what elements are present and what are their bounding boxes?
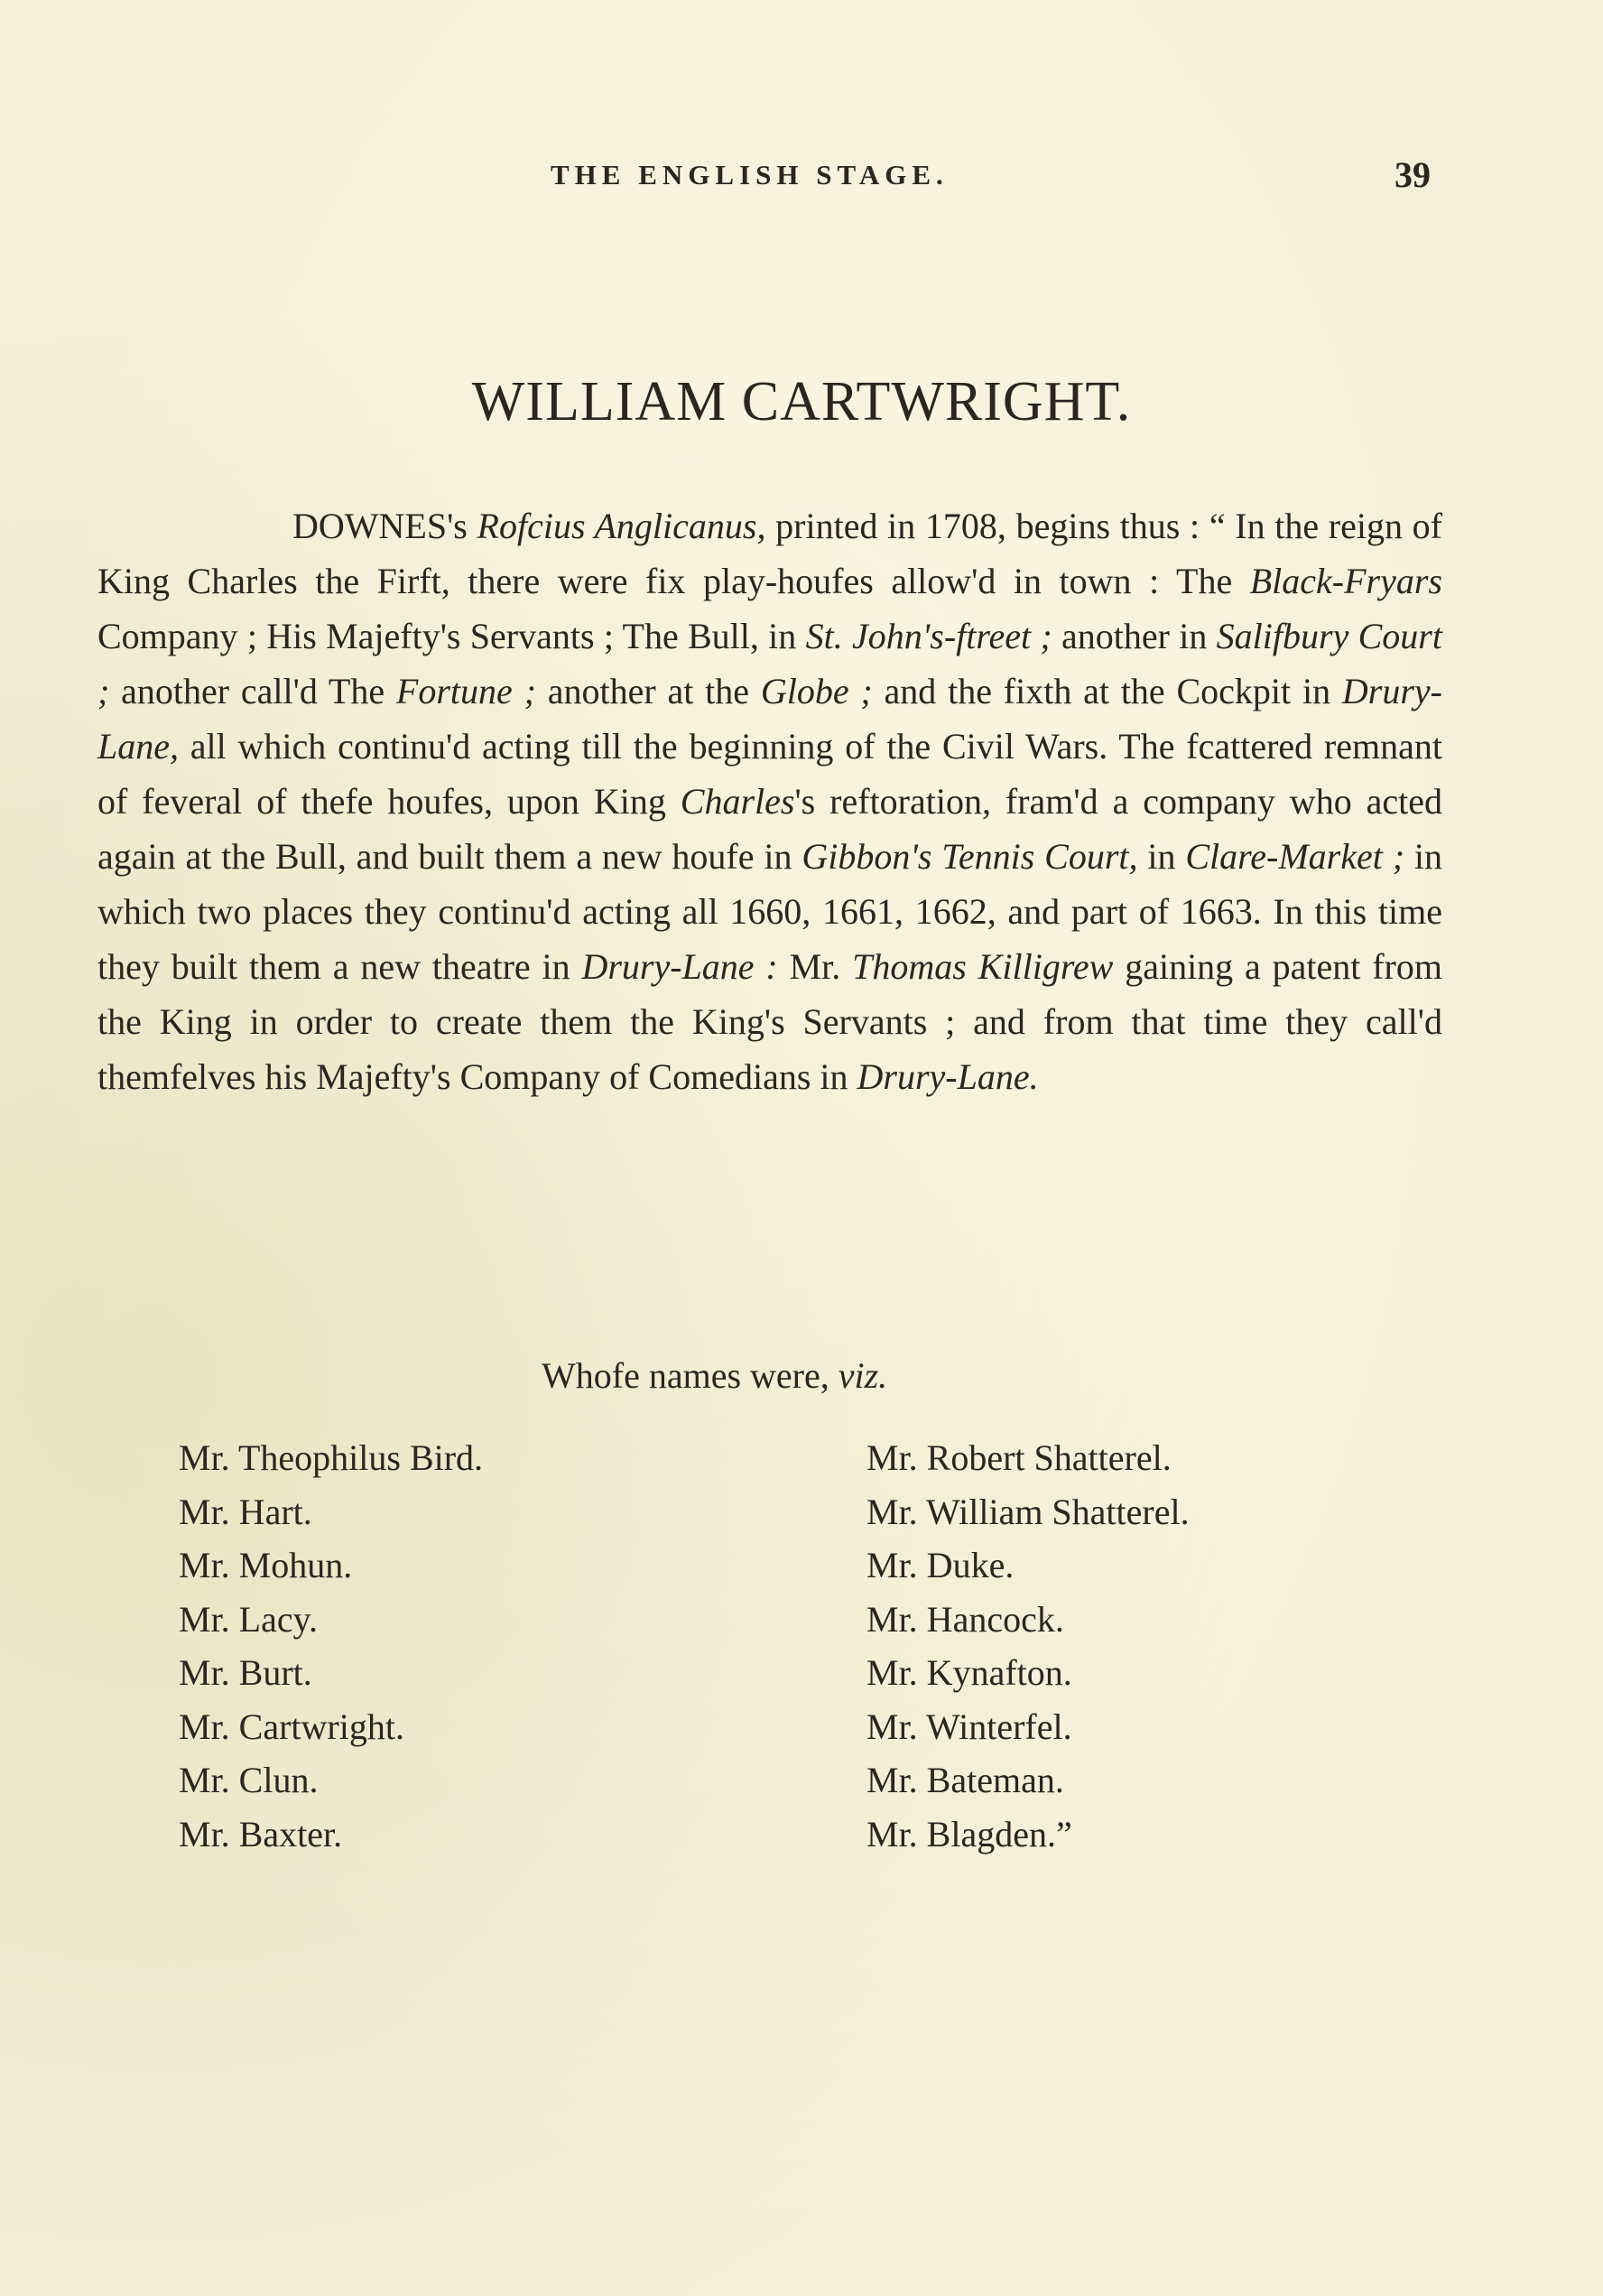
text-run: printed in 1708, begins thus : “ In the reign of King Charles the Firft, there were fix play-houfes allow'd in town : The: [97, 506, 1442, 601]
actor-name: Mr. Duke.: [866, 1545, 1015, 1585]
actor-name: Mr. Hancock.: [866, 1598, 1064, 1640]
actor-name: Mr. Robert Shatterel.: [866, 1437, 1172, 1478]
actor-name: Mr. Hart.: [179, 1491, 312, 1532]
text-run: another at the: [535, 671, 761, 711]
text-run: DOWNES's: [292, 506, 477, 546]
italic-run: Drury-Lane,: [97, 671, 1442, 767]
italic-run: Drury-Lane :: [581, 946, 778, 987]
italic-run: Salifbury Court ;: [97, 616, 1442, 711]
text-run: another call'd The: [109, 671, 396, 711]
actor-name: Mr. Blagden.”: [866, 1813, 1072, 1854]
text-run: Mr.: [777, 946, 853, 987]
actor-name: Mr. William Shatterel.: [866, 1491, 1190, 1532]
actor-name: Mr. Winterfel.: [866, 1706, 1072, 1747]
names-intro-viz: viz.: [838, 1355, 888, 1396]
names-column-left: [179, 1431, 483, 1861]
text-run: another in: [1052, 616, 1217, 656]
text-run: 's reftoration, fram'd a company who acted again at the Bull, and built them a new houfe in: [97, 781, 1442, 877]
paragraph-text: [97, 498, 1442, 1104]
actor-name: Mr. Clun.: [179, 1760, 319, 1800]
italic-run: Clare-Market ;: [1185, 836, 1405, 877]
text-run: and the fixth at the Cockpit in: [872, 671, 1342, 711]
italic-run: Charles: [680, 781, 795, 822]
names-intro-text: Whofe names were,: [542, 1355, 839, 1396]
text-run: all which continu'd acting till the beginning of the Civil Wars. The fcattered remnant of feveral of thefe houfes, upon King: [97, 726, 1442, 822]
names-intro: [542, 1354, 887, 1397]
italic-run: Globe ;: [760, 671, 873, 711]
actor-name: Mr. Mohun.: [179, 1545, 353, 1585]
page-number: 39: [1395, 154, 1431, 195]
italic-run: Thomas Killigrew: [852, 946, 1114, 987]
text-run: gaining a patent from the King in order to create them the King's Servants ; and from that time they call'd themfelves his Majefty's Company of Comedians in: [97, 946, 1442, 1097]
italic-run: Black-Fryars: [1249, 561, 1442, 601]
chapter-title: WILLIAM CARTWRIGHT.: [471, 371, 1132, 432]
actor-name: Mr. Baxter.: [179, 1813, 343, 1854]
running-title: THE ENGLISH STAGE.: [551, 159, 949, 191]
actor-name: Mr. Cartwright.: [179, 1706, 404, 1747]
text-run: in: [1137, 836, 1186, 877]
names-column-right: [866, 1431, 1190, 1861]
text-run: in which two places they continu'd acting all 1660, 1661, 1662, and part of 1663. In this time they built them a new theatre in: [97, 836, 1442, 987]
actor-name: Mr. Burt.: [179, 1652, 312, 1693]
actor-name: Mr. Kynafton.: [866, 1652, 1072, 1693]
italic-run: Rofcius Anglicanus,: [477, 506, 766, 546]
actor-name: Mr. Lacy.: [179, 1598, 319, 1640]
body-paragraph: [97, 498, 1442, 1104]
text-run: Company ; His Majefty's Servants ; The Bull, in: [97, 616, 806, 656]
italic-run: Fortune ;: [395, 671, 536, 711]
italic-run: St. John's-ftreet ;: [805, 616, 1052, 656]
actor-name: Mr. Bateman.: [866, 1760, 1064, 1800]
actor-name: Mr. Theophilus Bird.: [179, 1437, 484, 1478]
italic-run: Drury-Lane.: [857, 1056, 1039, 1097]
italic-run: Gibbon's Tennis Court,: [802, 836, 1138, 877]
